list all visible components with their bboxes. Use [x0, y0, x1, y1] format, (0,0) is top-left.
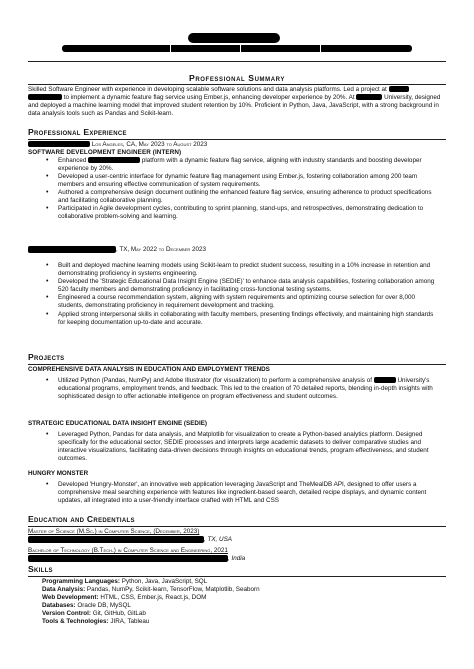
job-meta: , TX, May 2022 to December 2023 [28, 246, 448, 254]
redacted-institution [28, 536, 204, 543]
list-item: • Authored a comprehensive design document outlining the enhanced feature flag service, ensuring adherence to product specifications and facilitating collaborative planning. [28, 189, 448, 205]
redacted-contact-line [62, 45, 412, 52]
list-item: • Engineered a course recommendation system, aligning with system requirements and optimizing course selection for over 8,000 students, demonstrating proficiency in requirement development and tracking. [28, 294, 448, 310]
redacted-employer [28, 141, 90, 147]
skill-line: Version Control: Git, GitHub, GitLab [42, 610, 146, 618]
list-item: • Enhanced platform with a dynamic feature flag service, aligning with industry standards and boosting developer experience by 20%. [28, 157, 448, 173]
divider [28, 139, 446, 140]
list-item: • Developed 'Hungry-Monster', an innovative web application leveraging JavaScript and TheMealDB API, designed to offer users a comprehensive meal searching experience with features like ingredient-based search, detailed recipe displays, and dynamic content updates, all integrated into a user-friendly interface crafted with HTML and CSS [28, 481, 448, 505]
institution: , India [28, 555, 448, 563]
job-role: SOFTWARE DEVELOPMENT ENGINEER (INTERN) [28, 149, 182, 157]
summary-text: Skilled Software Engineer with experience in developing scalable software solutions and data analysis platforms. Led a project at to implement a dynamic feature flag service using Ember.js, enhancing developer experience by 20%. At University, designed and deployed a machine learning model that improved student retention by 10%. Proficient in Python, Java, JavaScript, with a strong background in data analysis tools such as Pandas and Scikit-learn. [28, 86, 441, 118]
contact-separator [170, 45, 171, 52]
list-item: • Developed the 'Strategic Educational Data Insight Engine (SEDIE)' to enhance data analysis capabilities, fostering collaboration among 520 faculty members and demonstrating proficiency in facilitating cross-functional testing systems. [28, 278, 448, 294]
redacted-company [88, 157, 140, 163]
list-item: • Developed a user-centric interface for dynamic feature flag management using Ember.js, fostering collaboration among 200 team members and ensuring effective communication of system requirements. [28, 173, 448, 189]
contact-separator [320, 45, 321, 52]
project-title: COMPREHENSIVE DATA ANALYSIS IN EDUCATION AND EMPLOYMENT TRENDS [28, 366, 270, 373]
experience-title: Professional Experience [28, 127, 127, 137]
redacted-institution [28, 555, 228, 562]
divider [28, 576, 446, 577]
skills-section [28, 564, 448, 575]
redacted-company [28, 94, 62, 100]
list-item: • Built and deployed machine learning models using Scikit-learn to predict student success, resulting in a 10% increase in retention and demonstrating proficiency in systems engineering. [28, 262, 448, 278]
degree: Bachelor of Technology (B.Tech.) in Computer Science and Engineering, 2021 [28, 547, 228, 554]
skill-line: Data Analysis: Pandas, NumPy, Scikit-learn, TensorFlow, Matplotlib, Seaborn [42, 586, 260, 594]
summary-title: Professional Summary [189, 73, 285, 83]
project-title: STRATEGIC EDUCATIONAL DATA INSIGHT ENGINE (SEDIE) [28, 420, 207, 427]
project-2 [28, 420, 448, 463]
divider [28, 526, 446, 527]
project-title: HUNGRY MONSTER [28, 470, 89, 477]
skill-line: Programming Languages: Python, Java, JavaScript, SQL [42, 578, 208, 585]
project-3 [28, 470, 448, 505]
skills-title: Skills [28, 564, 53, 574]
job-bullets [28, 157, 448, 221]
divider [28, 364, 446, 365]
redacted-university [356, 94, 382, 100]
skill-line: Web Development: HTML, CSS, Ember.js, React.js, DOM [42, 594, 207, 602]
list-item: • Leveraged Python, Pandas for data analysis, and Matplotlib for visualization to create a Python-based analytics platform. Designed specifically for the educational sector, SEDIE processes and interprets large academic datasets to deliver comparative studies and interactive visualizations, facilitating data-driven decisions through insights on educational trends, program effectiveness, and student outcomes. [28, 431, 448, 463]
contact-separator [240, 45, 241, 52]
education-entry-1 [28, 528, 448, 544]
redacted-company [389, 86, 409, 92]
experience-section [28, 127, 448, 138]
job-meta: Los Angeles, CA, May 2023 to August 2023 [28, 141, 448, 149]
skill-line: Tools & Technologies: JIRA, Tableau [42, 618, 150, 626]
redacted-university [374, 377, 396, 383]
education-entry-2 [28, 547, 448, 563]
job-2 [28, 246, 448, 327]
list-item: • Applied strong interpersonal skills in collaborating with faculty members, presenting findings effectively, and maintaining high standards for keeping documentation up-to-date and accurate. [28, 311, 448, 327]
job-1 [28, 141, 448, 221]
divider [28, 61, 446, 62]
education-title: Education and Credentials [28, 514, 135, 524]
redacted-name [188, 33, 280, 43]
list-item: • Participated in Agile development cycles, contributing to sprint planning, stand-ups, and retrospectives, demonstrating dedication to collaborative problem-solving and learning. [28, 205, 448, 221]
skill-line: Databases: Oracle DB, MySQL [42, 602, 131, 610]
projects-title: Projects [28, 352, 65, 362]
divider [28, 84, 446, 85]
education-section [28, 514, 448, 525]
project-1 [28, 366, 448, 401]
skills-list [28, 578, 448, 626]
degree: Master of Science (M.Sc.) in Computer Science, (December, 2023) [28, 528, 200, 535]
redacted-employer [28, 246, 116, 253]
job-bullets [28, 262, 448, 326]
institution: , TX, USA [28, 536, 448, 544]
list-item: • Utilized Python (Pandas, NumPy) and Adobe Illustrator (for visualization) to perform a comprehensive analysis of University's educational programs, employment trends, and feedback. This led to the creation of 70 detailed reports, blending in-depth insights with sophisticated design to offer actionable intelligence on program effectiveness and student outcomes. [28, 377, 448, 401]
projects-section [28, 352, 448, 363]
